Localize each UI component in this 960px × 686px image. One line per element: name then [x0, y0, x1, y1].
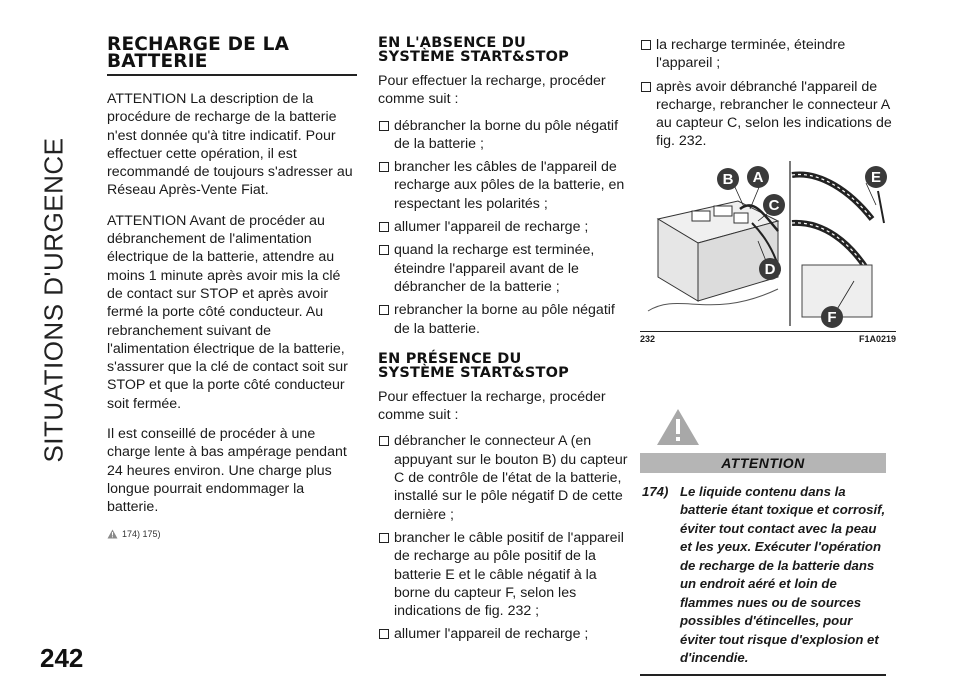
checkbox-bullet-icon	[379, 436, 389, 446]
label-b: B	[722, 170, 734, 188]
list-item-text: quand la recharge est terminée, éteindre l'appareil avant de le débrancher de la batterie ;	[394, 242, 595, 295]
column-3	[640, 36, 900, 676]
figure-battery-connection	[640, 161, 896, 351]
label-e: E	[870, 168, 882, 186]
list-item	[378, 241, 630, 296]
warning-header: ATTENTION	[640, 453, 886, 473]
list-item	[378, 218, 630, 236]
figure-code: F1A0219	[858, 333, 896, 344]
list-item-text: allumer l'appareil de recharge ;	[394, 219, 589, 236]
warning-triangle-icon	[107, 529, 118, 539]
steps-continued	[640, 36, 900, 151]
checkbox-bullet-icon	[379, 629, 389, 639]
intro-without-start-stop: Pour effectuer la recharge, procéder comme suit :	[378, 73, 606, 108]
warning-references	[107, 529, 357, 539]
label-d: D	[764, 260, 776, 278]
battery-illustration	[640, 161, 896, 331]
warning-text: Le liquide contenu dans la batterie étant toxique et corrosif, éviter tout contact avec la peau et les yeux. Exécuter l'opération de recharge de la batterie dans un endroit aéré et loin de flammes nues ou de sources possibles d'étincelles, pour éviter tout risque d'explosion et d'incendie.	[680, 483, 886, 666]
list-item-text: débrancher le connecteur A (en appuyant sur le bouton B) du capteur C de contrôle de l'état de la batterie, installé sur le pôle négatif D de cette dernière ;	[394, 433, 628, 523]
section-side-title: SITUATIONS D'URGENCE	[38, 137, 69, 463]
paragraph-charge-advice: Il est conseillé de procéder à une charge lente à bas ampérage pendant 24 heures environ. Une charge plus longue pourrait endommager la batterie.	[107, 426, 347, 516]
list-item-text: après avoir débranché l'appareil de recharge, rebrancher le connecteur A au capteur C, selon les indications de fig. 232.	[656, 78, 892, 150]
column-2	[378, 36, 630, 649]
warning-box	[640, 453, 886, 676]
warning-body	[640, 473, 886, 676]
figure-number: 232	[640, 333, 656, 344]
warning-triangle-icon	[655, 407, 701, 447]
list-item-text: débrancher la borne du pôle négatif de la batterie ;	[394, 117, 619, 152]
list-item-text: allumer l'appareil de recharge ;	[394, 626, 589, 643]
title-with-start-stop-line2: SYSTÈME START&STOP	[378, 364, 569, 381]
checkbox-bullet-icon	[641, 82, 651, 92]
title-without-start-stop-line1: EN L'ABSENCE DU	[378, 35, 526, 51]
paragraph-attention-1: ATTENTION La description de la procédure de recharge de la batterie n'est donnée qu'à titre indicatif. Pour effectuer cette opération, il est recommandé de toujours s'adresser au Réseau Après-Vente Fiat.	[107, 91, 353, 199]
label-c: C	[768, 196, 780, 214]
checkbox-bullet-icon	[379, 162, 389, 172]
warning-item	[642, 483, 886, 668]
warning-number: 174)	[642, 483, 669, 499]
figure-caption	[640, 331, 896, 344]
list-item-text: brancher les câbles de l'appareil de recharge aux pôles de la batterie, en respectant les polarités ;	[394, 159, 625, 212]
main-title-line1: RECHARGE DE LA	[107, 34, 290, 55]
checkbox-bullet-icon	[379, 533, 389, 543]
list-item	[378, 529, 630, 620]
list-item-text: rebrancher la borne au pôle négatif de la batterie.	[394, 302, 615, 337]
label-a: A	[752, 168, 764, 186]
list-item	[378, 301, 630, 338]
title-without-start-stop-line2: SYSTÈME START&STOP	[378, 49, 569, 65]
checkbox-bullet-icon	[379, 121, 389, 131]
list-item-text: la recharge terminée, éteindre l'appareil ;	[656, 37, 846, 72]
checkbox-bullet-icon	[379, 222, 389, 232]
paragraph-attention-2: ATTENTION Avant de procéder au débranchement de l'alimentation électrique de la batterie, attendre au moins 1 minute après avoir mis la clé de contact sur STOP et après avoir fermé la porte côté conducteur. Au rebranchement suivant de l'alimentation électrique de la batterie, s'assurer que la clé de contact soit sur STOP et que la porte côté conducteur soit fermée.	[107, 212, 348, 412]
list-item	[640, 36, 900, 73]
title-with-start-stop	[378, 352, 630, 380]
intro-with-start-stop: Pour effectuer la recharge, procéder comme suit :	[378, 388, 606, 424]
label-f: F	[827, 308, 837, 326]
checkbox-bullet-icon	[379, 245, 389, 255]
checkbox-bullet-icon	[379, 305, 389, 315]
title-with-start-stop-line1: EN PRÉSENCE DU	[378, 350, 522, 367]
list-item-text: brancher le câble positif de l'appareil de recharge au pôle positif de la batterie E et le câble négatif à la borne du capteur F, selon les indications de fig. 232 ;	[394, 529, 624, 620]
main-title-block	[107, 36, 357, 76]
list-item	[378, 158, 630, 213]
page-number: 242	[40, 643, 84, 673]
list-item	[378, 625, 630, 643]
list-item	[640, 78, 900, 151]
list-item	[378, 432, 630, 523]
steps-without-start-stop	[378, 117, 630, 338]
column-1	[107, 36, 357, 539]
list-item	[378, 117, 630, 154]
title-without-start-stop	[378, 36, 630, 64]
reference-numbers: 174) 175)	[122, 528, 161, 539]
steps-with-start-stop	[378, 432, 630, 643]
checkbox-bullet-icon	[641, 40, 651, 50]
main-title	[107, 36, 357, 70]
main-title-line2: BATTERIE	[107, 51, 208, 72]
warning-icon-wrapper	[648, 407, 708, 447]
